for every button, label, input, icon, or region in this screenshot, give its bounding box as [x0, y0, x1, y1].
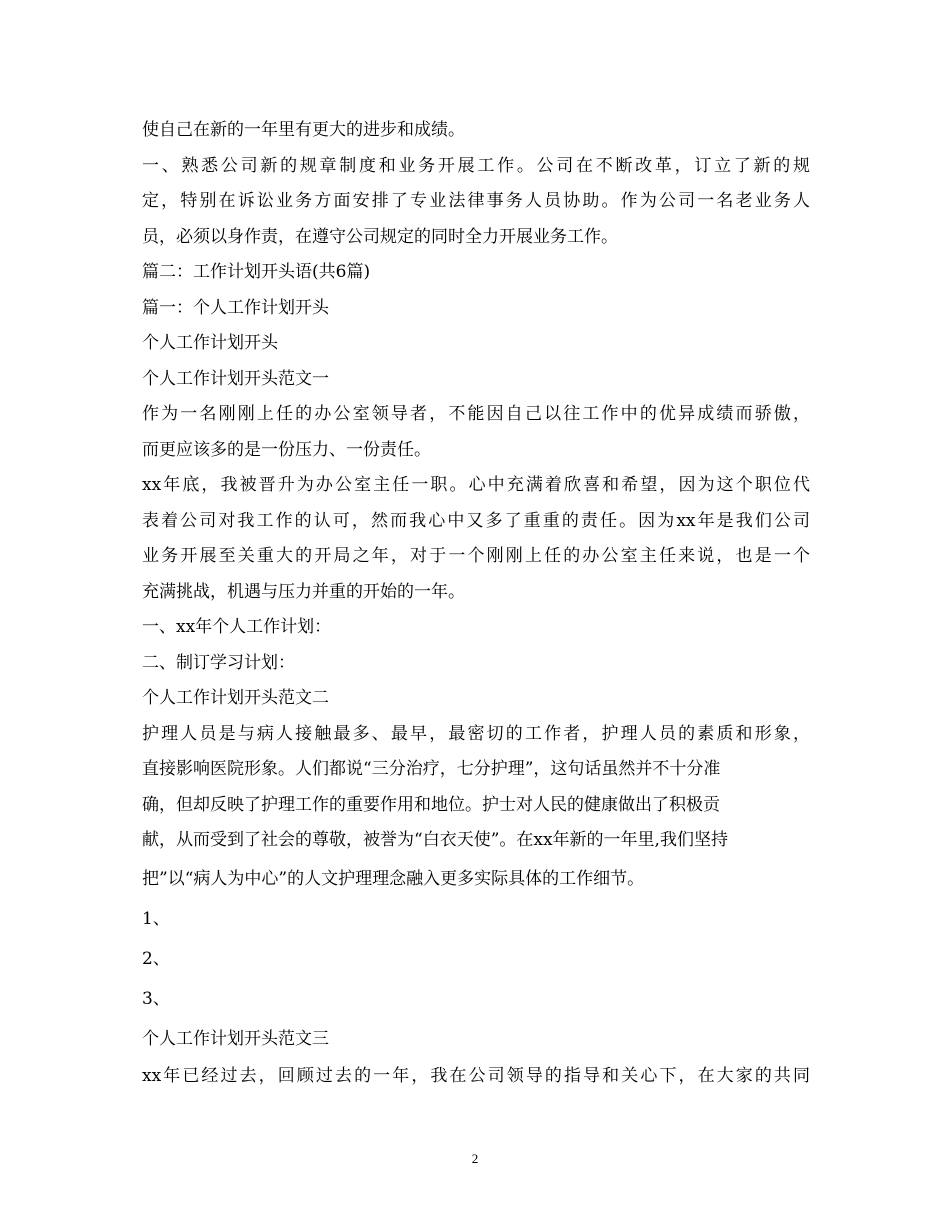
section-heading: 个人工作计划开头 [142, 333, 278, 353]
text-line: 确，但却反映了护理工作的重要作用和地位。护士对人民的健康做出了积极贡 [142, 794, 720, 815]
text-line: xx年已经过去，回顾过去的一年，我在公司领导的指导和关心下，在大家的共同 [142, 1065, 810, 1086]
text-line: 业务开展至关重大的开局之年，对于一个刚刚上任的办公室主任来说，也是一个 [142, 546, 810, 566]
text-line: 员，必须以身作责，在遵守公司规定的同时全力开展业务工作。 [142, 226, 618, 247]
document-body [142, 113, 810, 1094]
section-heading: 篇一：个人工作计划开头 [142, 297, 329, 318]
list-item: 2、 [142, 948, 170, 969]
text-line: 使自己在新的一年里有更大的进步和成绩。 [142, 120, 465, 140]
section-heading: 个人工作计划开头范文一 [142, 368, 329, 389]
text-line: 一、熟悉公司新的规章制度和业务开展工作。公司在不断改革，订立了新的规 [142, 155, 810, 176]
text-line: 表着公司对我工作的认可，然而我心中又多了重重的责任。因为xx年是我们公司 [142, 510, 810, 531]
text-line: xx年底，我被晋升为办公室主任一职。心中充满着欣喜和希望，因为这个职位代 [142, 475, 810, 495]
section-heading: 个人工作计划开头范文二 [142, 688, 329, 708]
text-line: 献，从而受到了社会的尊敬，被誉为“白衣天使”。在xx年新的一年里,我们坚持 [142, 830, 728, 850]
list-item: 1、 [142, 908, 170, 929]
page-number: 2 [471, 1151, 479, 1166]
text-line: 直接影响医院形象。人们都说“三分治疗，七分护理”，这句话虽然并不十分准 [142, 759, 721, 779]
text-line: 而更应该多的是一份压力、一份责任。 [142, 439, 431, 460]
list-item: 3、 [142, 988, 170, 1009]
text-line: 一、xx年个人工作计划： [142, 617, 332, 637]
section-heading: 篇二：工作计划开头语(共6篇) [142, 262, 371, 282]
text-line: 作为一名刚刚上任的办公室领导者，不能因自己以往工作中的优异成绩而骄傲， [142, 404, 810, 424]
text-line: 定，特别在诉讼业务方面安排了专业法律事务人员协助。作为公司一名老业务人 [142, 191, 810, 211]
text-line: 二、制订学习计划： [142, 652, 295, 673]
text-line: 把”以“病人为中心”的人文护理理念融入更多实际具体的工作细节。 [142, 868, 645, 889]
text-line: 护理人员是与病人接触最多、最早，最密切的工作者，护理人员的素质和形象， [142, 723, 810, 744]
text-line: 充满挑战，机遇与压力并重的开始的一年。 [142, 581, 465, 602]
section-heading: 个人工作计划开头范文三 [142, 1028, 329, 1049]
